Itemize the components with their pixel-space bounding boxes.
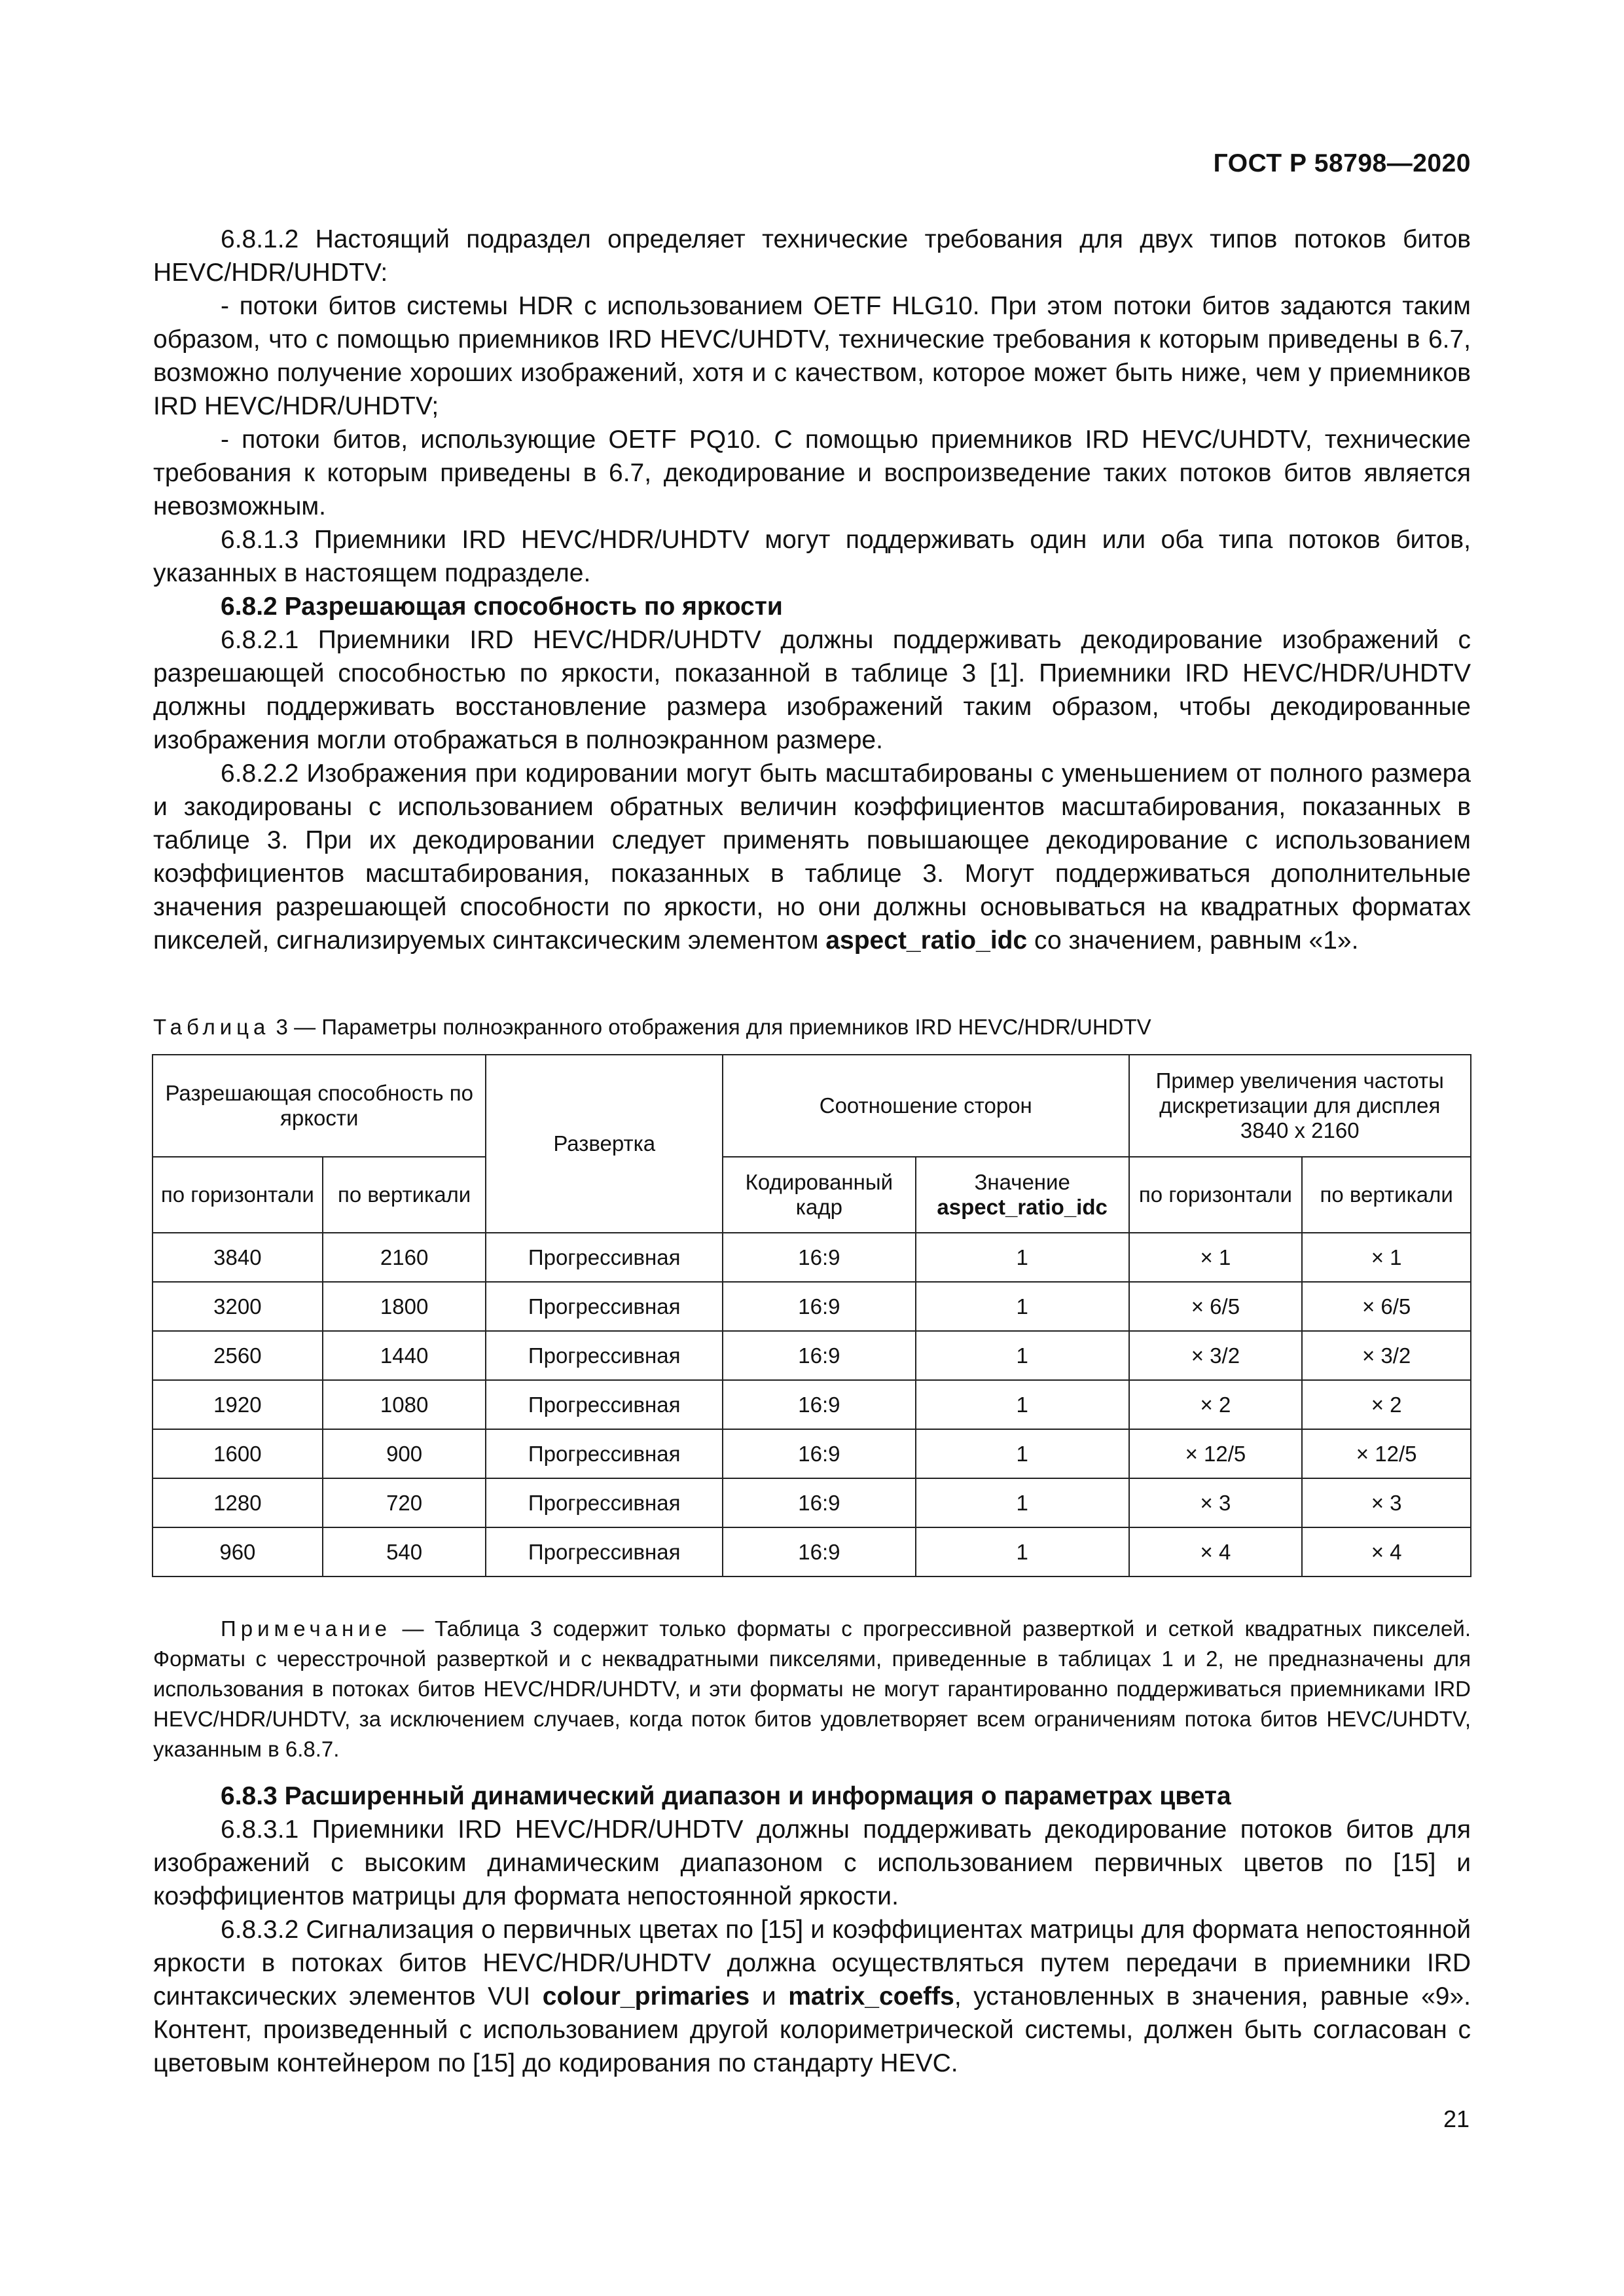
cell-upsample-vertical: × 6/5 — [1302, 1282, 1471, 1331]
cell-upsample-horizontal: × 1 — [1129, 1233, 1303, 1282]
cell-vertical: 1080 — [323, 1380, 486, 1429]
cell-horizontal: 1280 — [153, 1478, 323, 1527]
header-aspect-ratio-idc — [916, 1157, 1129, 1233]
cell-coded-frame: 16:9 — [723, 1282, 916, 1331]
header-coded-frame: Кодированный кадр — [723, 1157, 916, 1233]
cell-coded-frame: 16:9 — [723, 1527, 916, 1576]
standard-id: ГОСТ Р 58798—2020 — [1213, 149, 1471, 177]
cell-horizontal: 3200 — [153, 1282, 323, 1331]
cell-horizontal: 1920 — [153, 1380, 323, 1429]
cell-aspect-ratio-idc: 1 — [916, 1282, 1129, 1331]
cell-aspect-ratio-idc: 1 — [916, 1478, 1129, 1527]
cell-aspect-ratio-idc: 1 — [916, 1380, 1129, 1429]
paragraph-6-8-2-2-text: 6.8.2.2 Изображения при кодировании могут быть масштабированы с уменьшением от полного размера и закодированы с использованием обратных величин коэффициентов масштабирования, показанных в таблице 3. При их декодировании следует применять повышающее декодирование с использованием коэффициентов масштабирования, показанных в таблице 3. Могут поддерживаться дополнительные значения разрешающей способности по яркости, но они должны основываться на квадратных форматах пикселей, сигнализируемых синтаксическим элементом — [153, 759, 1471, 955]
paragraph-6-8-1-2: 6.8.1.2 Настоящий подраздел определяет технические требования для двух типов потоков битов HEVC/HDR/UHDTV: — [153, 225, 1471, 287]
cell-scan: Прогрессивная — [486, 1380, 723, 1429]
table-row — [153, 1331, 1471, 1380]
cell-aspect-ratio-idc: 1 — [916, 1233, 1129, 1282]
paragraph-6-8-1-3: 6.8.1.3 Приемники IRD HEVC/HDR/UHDTV могут поддерживать один или оба типа потоков битов, указанных в настоящем подразделе. — [153, 526, 1471, 587]
paragraph-6-8-3-1: 6.8.3.1 Приемники IRD HEVC/HDR/UHDTV должны поддерживать декодирование потоков битов для изображений с высоким динамическим диапазоном с использованием первичных цветов по [15] и коэффициентов матрицы для формата непостоянной яркости. — [153, 1815, 1471, 1910]
table-caption-label: Таблица — [153, 1015, 270, 1039]
cell-vertical: 720 — [323, 1478, 486, 1527]
header-upsample-horizontal: по горизонтали — [1129, 1157, 1303, 1233]
cell-upsample-vertical: × 2 — [1302, 1380, 1471, 1429]
cell-scan: Прогрессивная — [486, 1331, 723, 1380]
note-text: — Таблица 3 содержит только форматы с прогрессивной разверткой и сеткой квадратных пикселей. Форматы с чересстрочной разверткой и с неквадратными пикселями, приведенные в таблицах 1 и 2, не предназначены для использования в потоках битов HEVC/HDR/UHDTV, и эти форматы не могут гарантированно поддерживаться приемниками IRD HEVC/HDR/UHDTV, за исключением случаев, когда поток битов удовлетворяет всем ограничениям потока битов HEVC/UHDTV, указанным в 6.8.7. — [153, 1616, 1471, 1761]
paragraph-6-8-3-2-text: 6.8.3.2 Сигнализация о первичных цветах по [15] и коэффициентах матрицы для формата непостоянной яркости в потоках битов HEVC/HDR/UHDTV должна осуществляться путем передачи в приемники IRD синтаксических элементов VUI — [153, 1916, 1471, 2011]
header-upsampling: Пример увеличения частоты дискретизации для дисплея 3840 x 2160 — [1129, 1055, 1471, 1157]
keyword-matrix-coeffs: matrix_coeffs — [788, 1982, 954, 2011]
table-caption — [153, 1013, 1151, 1041]
cell-coded-frame: 16:9 — [723, 1429, 916, 1478]
cell-upsample-horizontal: × 4 — [1129, 1527, 1303, 1576]
table-row — [153, 1429, 1471, 1478]
list-item-hlg10: - потоки битов системы HDR с использованием OETF HLG10. При этом потоки битов задаются таким образом, что с помощью приемников IRD HEVC/UHDTV, технические требования к которым приведены в 6.7, возможно получение хороших изображений, хотя и с качеством, которое может быть ниже, чем у приемников IRD HEVC/HDR/UHDTV; — [153, 292, 1471, 420]
cell-horizontal: 1600 — [153, 1429, 323, 1478]
cell-aspect-ratio-idc: 1 — [916, 1429, 1129, 1478]
cell-upsample-vertical: × 4 — [1302, 1527, 1471, 1576]
table-row — [153, 1478, 1471, 1527]
cell-upsample-vertical: × 3/2 — [1302, 1331, 1471, 1380]
body-text-2 — [153, 1779, 1471, 2080]
paragraph-6-8-3-2 — [153, 1913, 1471, 2080]
heading-6-8-3: 6.8.3 Расширенный динамический диапазон и информация о параметрах цвета — [221, 1782, 1231, 1810]
cell-upsample-horizontal: × 3 — [1129, 1478, 1303, 1527]
table-note — [153, 1614, 1471, 1764]
cell-coded-frame: 16:9 — [723, 1331, 916, 1380]
header-value-keyword: aspect_ratio_idc — [937, 1195, 1108, 1219]
paragraph-6-8-2-2 — [153, 757, 1471, 957]
cell-coded-frame: 16:9 — [723, 1478, 916, 1527]
cell-horizontal: 960 — [153, 1527, 323, 1576]
cell-aspect-ratio-idc: 1 — [916, 1331, 1129, 1380]
header-horizontal: по горизонтали — [153, 1157, 323, 1233]
paragraph-6-8-2-2-tail: со значением, равным «1». — [1027, 926, 1359, 955]
cell-upsample-horizontal: × 3/2 — [1129, 1331, 1303, 1380]
cell-scan: Прогрессивная — [486, 1429, 723, 1478]
table-row — [153, 1527, 1471, 1576]
body-text — [153, 223, 1471, 957]
header-value-label: Значение — [974, 1170, 1070, 1194]
cell-horizontal: 3840 — [153, 1233, 323, 1282]
cell-upsample-horizontal: × 6/5 — [1129, 1282, 1303, 1331]
cell-vertical: 1440 — [323, 1331, 486, 1380]
header-vertical: по вертикали — [323, 1157, 486, 1233]
table-caption-text: 3 — Параметры полноэкранного отображения для приемников IRD HEVC/HDR/UHDTV — [270, 1015, 1151, 1039]
header-luma-resolution: Разрешающая способность по яркости — [153, 1055, 486, 1157]
cell-coded-frame: 16:9 — [723, 1233, 916, 1282]
cell-upsample-horizontal: × 12/5 — [1129, 1429, 1303, 1478]
cell-scan: Прогрессивная — [486, 1233, 723, 1282]
cell-scan: Прогрессивная — [486, 1478, 723, 1527]
table-row — [153, 1233, 1471, 1282]
cell-upsample-vertical: × 1 — [1302, 1233, 1471, 1282]
header-scan: Развертка — [486, 1055, 723, 1233]
paragraph-6-8-3-2-and: и — [749, 1982, 789, 2011]
list-item-pq10: - потоки битов, использующие OETF PQ10. С помощью приемников IRD HEVC/UHDTV, технические требования к которым приведены в 6.7, декодирование и воспроизведение таких потоков битов является невозможным. — [153, 426, 1471, 520]
cell-upsample-horizontal: × 2 — [1129, 1380, 1303, 1429]
cell-upsample-vertical: × 12/5 — [1302, 1429, 1471, 1478]
cell-vertical: 540 — [323, 1527, 486, 1576]
cell-scan: Прогрессивная — [486, 1527, 723, 1576]
heading-6-8-2: 6.8.2 Разрешающая способность по яркости — [221, 592, 783, 621]
header-aspect-ratio: Соотношение сторон — [723, 1055, 1129, 1157]
cell-vertical: 900 — [323, 1429, 486, 1478]
table-row — [153, 1282, 1471, 1331]
cell-scan: Прогрессивная — [486, 1282, 723, 1331]
keyword-aspect-ratio-idc: aspect_ratio_idc — [825, 926, 1028, 955]
cell-vertical: 1800 — [323, 1282, 486, 1331]
cell-aspect-ratio-idc: 1 — [916, 1527, 1129, 1576]
header-upsample-vertical: по вертикали — [1302, 1157, 1471, 1233]
keyword-colour-primaries: colour_primaries — [542, 1982, 750, 2011]
cell-horizontal: 2560 — [153, 1331, 323, 1380]
parameters-table — [152, 1054, 1471, 1577]
note-label: Примечание — [221, 1616, 392, 1641]
cell-upsample-vertical: × 3 — [1302, 1478, 1471, 1527]
page-number: 21 — [1443, 2105, 1470, 2132]
table-row — [153, 1380, 1471, 1429]
cell-vertical: 2160 — [323, 1233, 486, 1282]
cell-coded-frame: 16:9 — [723, 1380, 916, 1429]
paragraph-6-8-3-2-tail: , установленных в значения, равные «9». Контент, произведенный с использованием другой колориметрической системы, должен быть согласован с цветовым контейнером по [15] до кодирования по стандарту HEVC. — [153, 1982, 1471, 2077]
paragraph-6-8-2-1: 6.8.2.1 Приемники IRD HEVC/HDR/UHDTV должны поддерживать декодирование изображений с разрешающей способностью по яркости, показанной в таблице 3 [1]. Приемники IRD HEVC/HDR/UHDTV должны поддерживать восстановление размера изображений таким образом, чтобы декодированные изображения могли отображаться в полноэкранном размере. — [153, 626, 1471, 754]
